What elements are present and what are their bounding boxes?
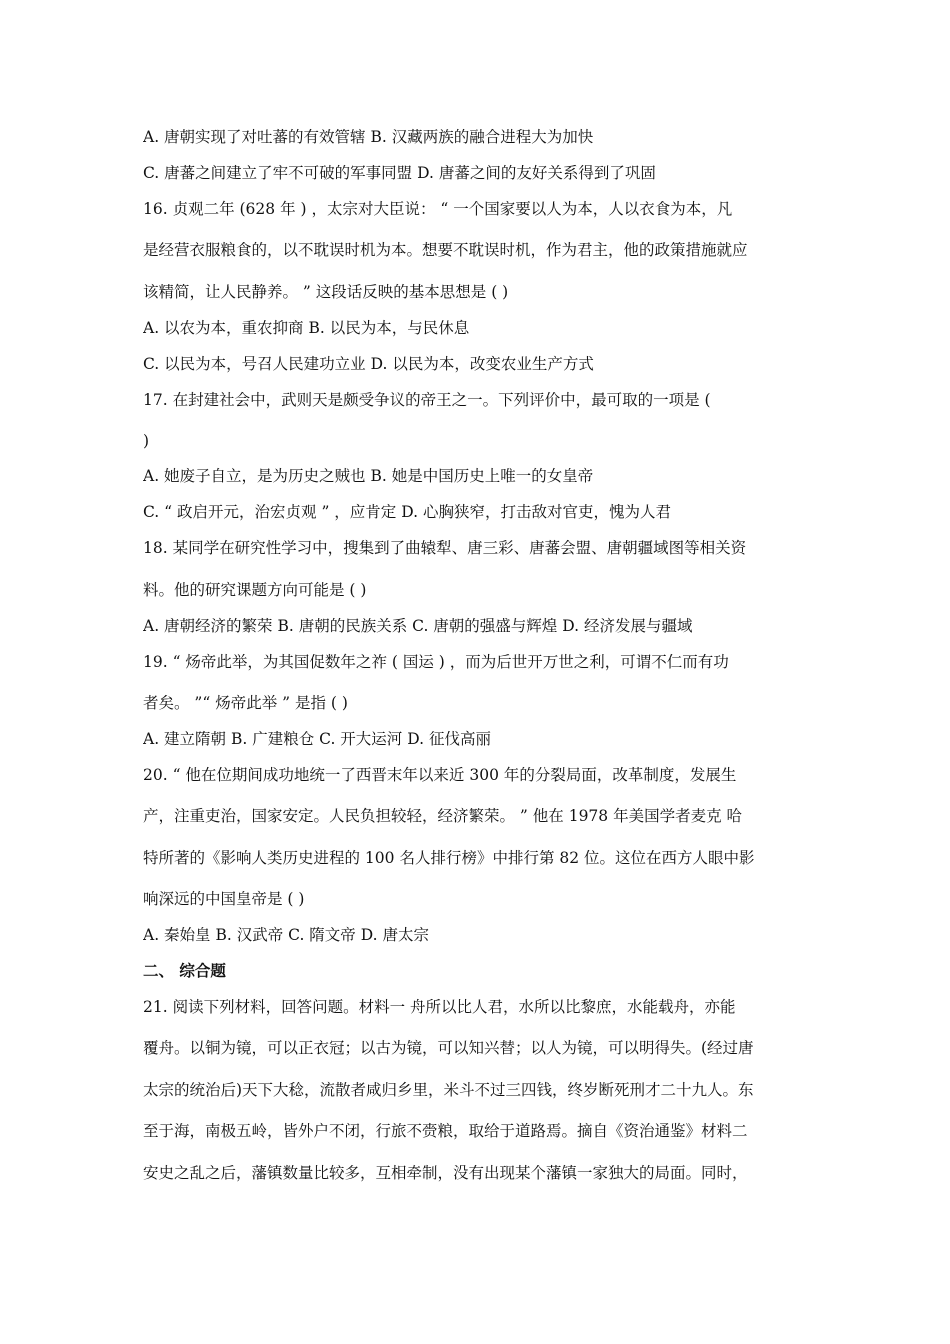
question-19-line-1: 19. “ 炀帝此举，为其国促数年之祚 ( 国运 ) ，而为后世开万世之利，可谓不仁而有功 (143, 653, 729, 671)
option-line-15-cd: C. 唐蕃之间建立了牢不可破的军事同盟 D. 唐蕃之间的友好关系得到了巩固 (143, 164, 656, 182)
question-18-line-2: 料。他的研究课题方向可能是 ( ) (143, 581, 367, 599)
question-16-line-1: 16. 贞观二年 (628 年 ) ，太宗对大臣说： “ 一个国家要以人为本，人以衣食为本，凡 (143, 200, 733, 218)
option-line-17-ab: A. 她废子自立，是为历史之贼也 B. 她是中国历史上唯一的女皇帝 (143, 467, 594, 485)
question-16-line-2: 是经营衣服粮食的，以不耽误时机为本。想要不耽误时机，作为君主，他的政策措施就应 (143, 241, 748, 259)
question-17-line-2: ) (143, 432, 150, 450)
option-line-15-ab: A. 唐朝实现了对吐蕃的有效管辖 B. 汉藏两族的融合进程大为加快 (143, 128, 594, 146)
option-line-16-cd: C. 以民为本，号召人民建功立业 D. 以民为本，改变农业生产方式 (143, 355, 594, 373)
question-20-line-4: 响深远的中国皇帝是 ( ) (143, 890, 305, 908)
section-heading: 二、 综合题 (143, 962, 226, 980)
question-21-line-3: 太宗的统治后)天下大稔，流散者咸归乡里，米斗不过三四钱，终岁断死刑才二十九人。东 (143, 1081, 754, 1099)
option-line-18: A. 唐朝经济的繁荣 B. 唐朝的民族关系 C. 唐朝的强盛与辉煌 D. 经济发展与疆域 (143, 617, 693, 635)
question-19-line-2: 者矣。 ”“ 炀帝此举 ” 是指 ( ) (143, 694, 348, 712)
question-20-line-1: 20. “ 他在位期间成功地统一了西晋末年以来近 300 年的分裂局面，改革制度，发展生 (143, 766, 737, 784)
option-line-20: A. 秦始皇 B. 汉武帝 C. 隋文帝 D. 唐太宗 (143, 926, 429, 944)
question-20-line-2: 产，注重吏治，国家安定。人民负担较轻，经济繁荣。 ” 他在 1978 年美国学者麦克 哈 (143, 807, 743, 825)
question-21-line-1: 21. 阅读下列材料，回答问题。材料一 舟所以比人君，水所以比黎庶，水能载舟，亦能 (143, 998, 736, 1016)
question-21-line-2: 覆舟。以铜为镜，可以正衣冠；以古为镜，可以知兴替；以人为镜，可以明得失。(经过唐 (143, 1039, 754, 1057)
question-18-line-1: 18. 某同学在研究性学习中，搜集到了曲辕犁、唐三彩、唐蕃会盟、唐朝疆域图等相关资 (143, 539, 747, 557)
option-line-19: A. 建立隋朝 B. 广建粮仓 C. 开大运河 D. 征伐高丽 (143, 730, 491, 748)
question-16-line-3: 该精简，让人民静养。 ” 这段话反映的基本思想是 ( ) (143, 283, 509, 301)
question-21-line-5: 安史之乱之后，藩镇数量比较多，互相牵制，没有出现某个藩镇一家独大的局面。同时， (143, 1164, 748, 1182)
option-line-17-cd: C. “ 政启开元，治宏贞观 ” ，应肯定 D. 心胸狭窄，打击敌对官吏，愧为人君 (143, 503, 671, 521)
question-21-line-4: 至于海，南极五岭，皆外户不闭，行旅不赍粮，取给于道路焉。摘自《资治通鉴》材料二 (143, 1122, 748, 1140)
question-17-line-1: 17. 在封建社会中，武则天是颇受争议的帝王之一。下列评价中，最可取的一项是 ( (143, 391, 711, 409)
option-line-16-ab: A. 以农为本，重农抑商 B. 以民为本，与民休息 (143, 319, 470, 337)
question-20-line-3: 特所著的《影响人类历史进程的 100 名人排行榜》中排行第 82 位。这位在西方人眼中影 (143, 849, 755, 867)
